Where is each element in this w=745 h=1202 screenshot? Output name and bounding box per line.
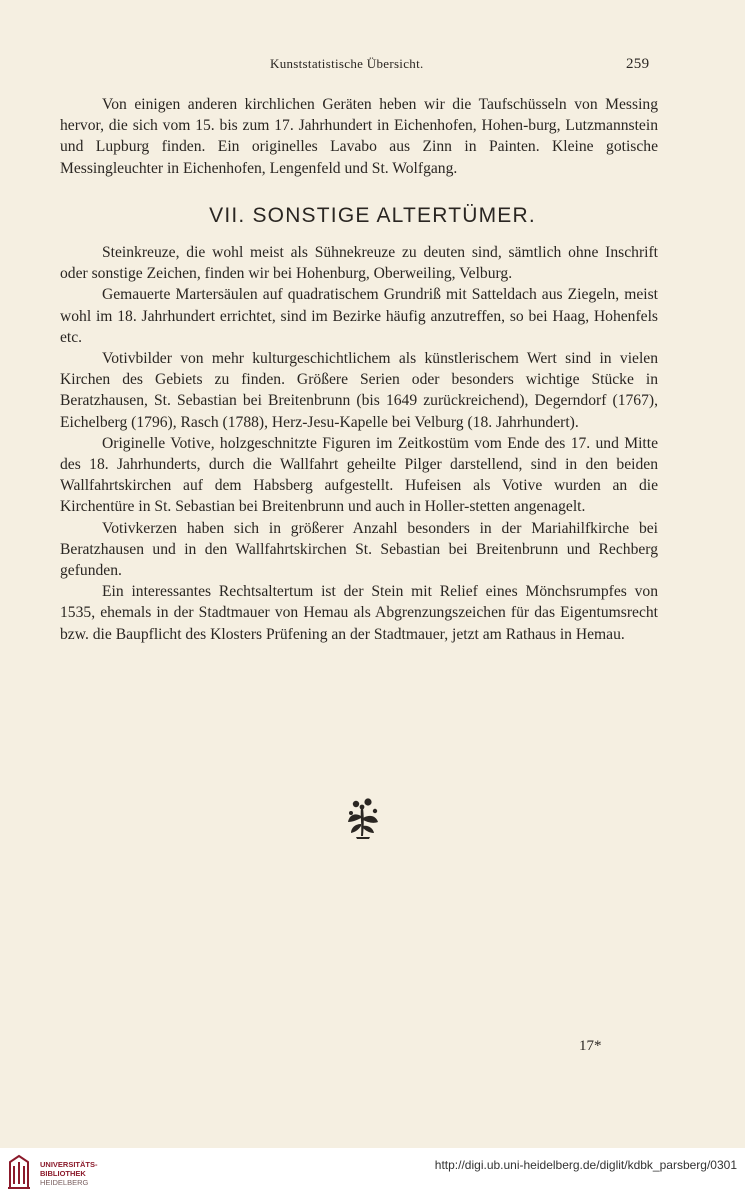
paragraph-rechtsaltertum: Ein interessantes Rechtsaltertum ist der Stein mit Relief eines Mönchsrumpfes von 1535, ehemals in der Stadtmauer von Hemau als Abgrenzungszeichen für das Eigentumsrecht bzw. die Baupflicht des Klosters Prüfening an der Stadtmauer, jetzt am Rathaus in Hemau. [60,583,658,643]
running-head-title: Kunststatistische Übersicht. [270,56,424,71]
floral-vignette-icon [340,796,386,842]
library-line-2: BIBLIOTHEK [40,1169,86,1178]
paragraph-martersaeulen: Gemauerte Martersäulen auf quadratischem Grundriß mit Satteldach aus Ziegeln, meist wohl im 18. Jahrhundert errichtet, sind im Bezirke häufig anzutreffen, so bei Haag, Hohenfels etc. [60,286,658,346]
section-body [60,242,658,645]
page-number: 259 [626,56,650,72]
paragraph-votivbilder: Votivbilder von mehr kulturgeschichtlichem als künstlerischem Wert sind in vielen Kirchen des Gebiets zu finden. Größere Serien oder besonders wichtige Stücke in Beratzhausen, St. Sebastian bei Breitenbrunn (bis 1649 zurückreichend), Degerndorf (1767), Eichelberg (1796), Rasch (1788), Herz-Jesu-Kapelle bei Velburg (18. Jahrhundert). [60,350,658,431]
intro-text-block [60,94,658,179]
section-title: VII. SONSTIGE ALTERTÜMER. [209,204,536,227]
paragraph-votivkerzen: Votivkerzen haben sich in größerer Anzahl besonders in der Mariahilfkirche bei Beratzhausen und in den Wallfahrtskirchen St. Sebastian bei Breitenbrunn und Rechberg gefunden. [60,519,658,580]
digitization-footer [0,1148,745,1202]
library-line-3: HEIDELBERG [40,1178,89,1187]
intro-paragraph: Von einigen anderen kirchlichen Geräten heben wir die Taufschüsseln von Messing hervor, die sich vom 15. bis zum 17. Jahrhundert in Eichenhofen, Hohen-burg, Lutzmannstein und Lupburg finden. Ein originelles Lavabo aus Zinn in Painten. Kleine gotische Messingleuchter in Eichenhofen, Lengenfeld und St. Wolfgang. [60,96,658,177]
source-url-link[interactable]: http://digi.ub.uni-heidelberg.de/diglit/kdbk_parsberg/0301 [434,1158,737,1172]
paragraph-stone-crosses: Steinkreuze, die wohl meist als Sühnekreuze zu deuten sind, sämtlich ohne Inschrift oder sonstige Zeichen, finden wir bei Hohenburg, Oberweiling, Velburg. [60,244,658,283]
library-line-1: UNIVERSITÄTS- [40,1160,98,1169]
library-name [40,1160,98,1187]
paragraph-votive: Originelle Votive, holzgeschnitzte Figuren im Zeitkostüm vom Ende des 17. und Mitte des 18. Jahrhunderts, durch die Wallfahrt geheilte Pilger darstellend, sind in den beiden Wallfahrtskirchen auf dem Habsberg aufgestellt. Hufeisen als Votive wurden an die Kirchentüre in St. Sebastian bei Breitenbrunn und auch in Holler-stetten angenagelt. [60,434,658,516]
heidelberg-library-logo-icon [6,1152,32,1192]
signature-mark: 17* [579,1038,602,1054]
